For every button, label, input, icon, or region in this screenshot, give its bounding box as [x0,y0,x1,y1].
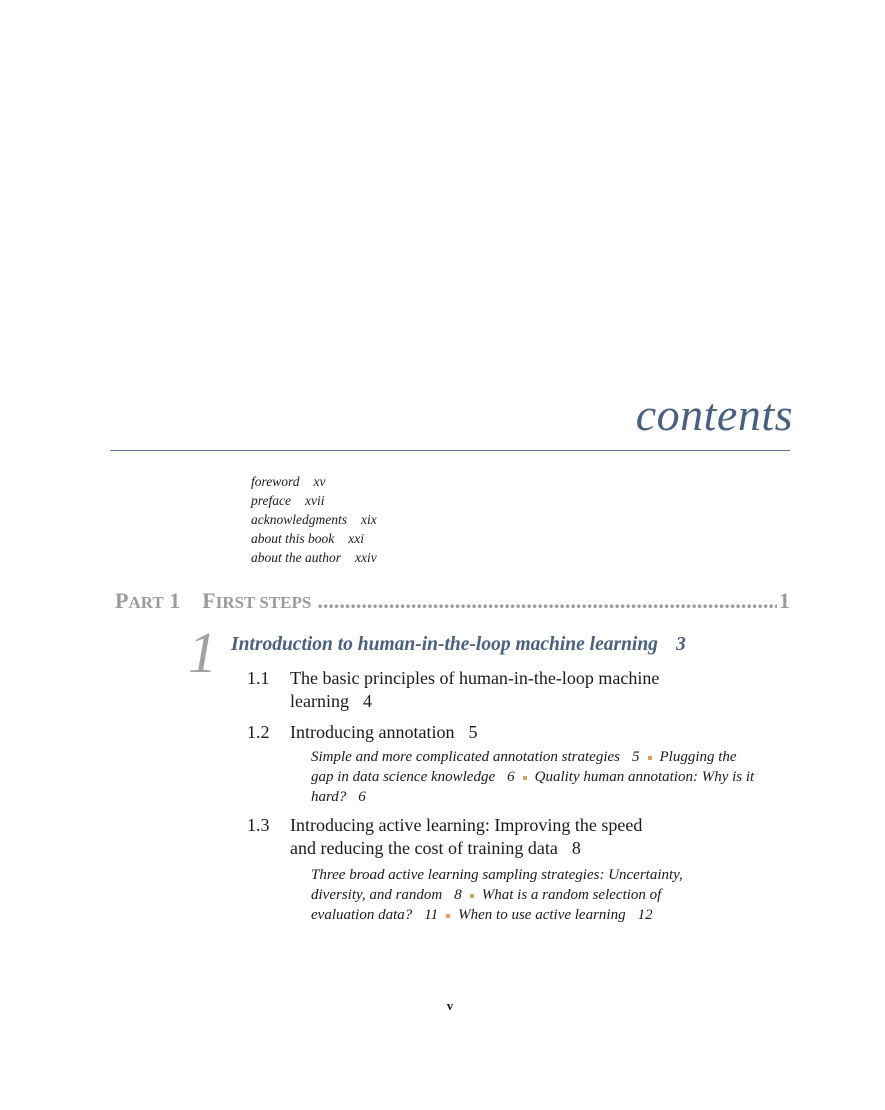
front-matter-page: xix [360,512,377,527]
front-matter-title: about this book [251,531,335,546]
subsection-list-1-3 [311,865,721,925]
bullet-icon [523,776,527,780]
front-matter-title: foreword [251,474,300,489]
section-page: 4 [362,691,372,711]
front-matter-page: xxiv [355,550,377,565]
front-matter-page: xxi [348,531,364,546]
chapter-title [231,634,686,656]
front-matter-item [251,491,377,510]
subsection-list-1-2 [311,747,761,807]
front-matter-item [251,529,377,548]
section-title [290,667,710,713]
subsection-title: Quality human annotation: Why is it hard? [311,769,755,805]
part-label-initial: P [115,588,129,613]
front-matter-item [251,548,377,567]
part-page: 1 [779,588,790,613]
page-title: contents [635,389,793,440]
front-matter-title: about the author [251,550,341,565]
front-matter-title: preface [251,493,291,508]
section-title [290,721,710,744]
subsection-title: Three broad active learning sampling strategies: Uncertainty, diversity, and random [311,867,683,903]
bullet-icon [446,914,450,918]
chapter-page: 3 [675,634,686,655]
subsection-page: 8 [454,887,462,903]
subsection-page: 11 [424,907,439,923]
section-title-line: The basic principles of human-in-the-loop machine [290,668,660,688]
section-title-line: Introducing annotation [290,722,455,742]
bullet-icon [470,894,474,898]
section-title-line: and reducing the cost of training data [290,838,558,858]
bullet-icon [648,756,652,760]
subsection-title: When to use active learning [458,907,626,923]
title-rule [110,450,790,451]
part-title-initial: F [202,588,216,613]
part-heading [115,588,790,614]
part-title-rest: IRST STEPS [215,593,312,612]
subsection-page: 6 [507,769,515,785]
section-page: 8 [571,838,581,858]
chapter-title-text: Introduction to human-in-the-loop machine learning [231,634,658,655]
section-title-line: Introducing active learning: Improving the speed [290,815,643,835]
section-page: 5 [468,722,478,742]
subsection-page: 5 [632,749,640,765]
front-matter-item [251,510,377,529]
front-matter-page: xvii [304,493,325,508]
page-number: v [446,998,454,1013]
subsection-page: 12 [637,907,653,923]
part-number: 1 [169,588,181,613]
subsection-title: Simple and more complicated annotation strategies [311,749,620,765]
front-matter-page: xv [313,474,326,489]
section-title [290,814,710,860]
front-matter-list [251,472,377,567]
front-matter-item [251,472,377,491]
section-number: 1.3 [247,815,270,835]
front-matter-title: acknowledgments [251,512,347,527]
subsection-title: What is a random selection of evaluation data? [311,887,662,923]
section-title-line: learning [290,691,349,711]
subsection-page: 6 [358,789,366,805]
subsection-title: Plugging the gap in data science knowledge [311,749,737,785]
chapter-number: 1 [188,620,217,685]
section-number: 1.1 [247,668,270,688]
section-number: 1.2 [247,722,270,742]
dot-leader [317,588,777,614]
part-label-rest: ART [128,593,164,612]
